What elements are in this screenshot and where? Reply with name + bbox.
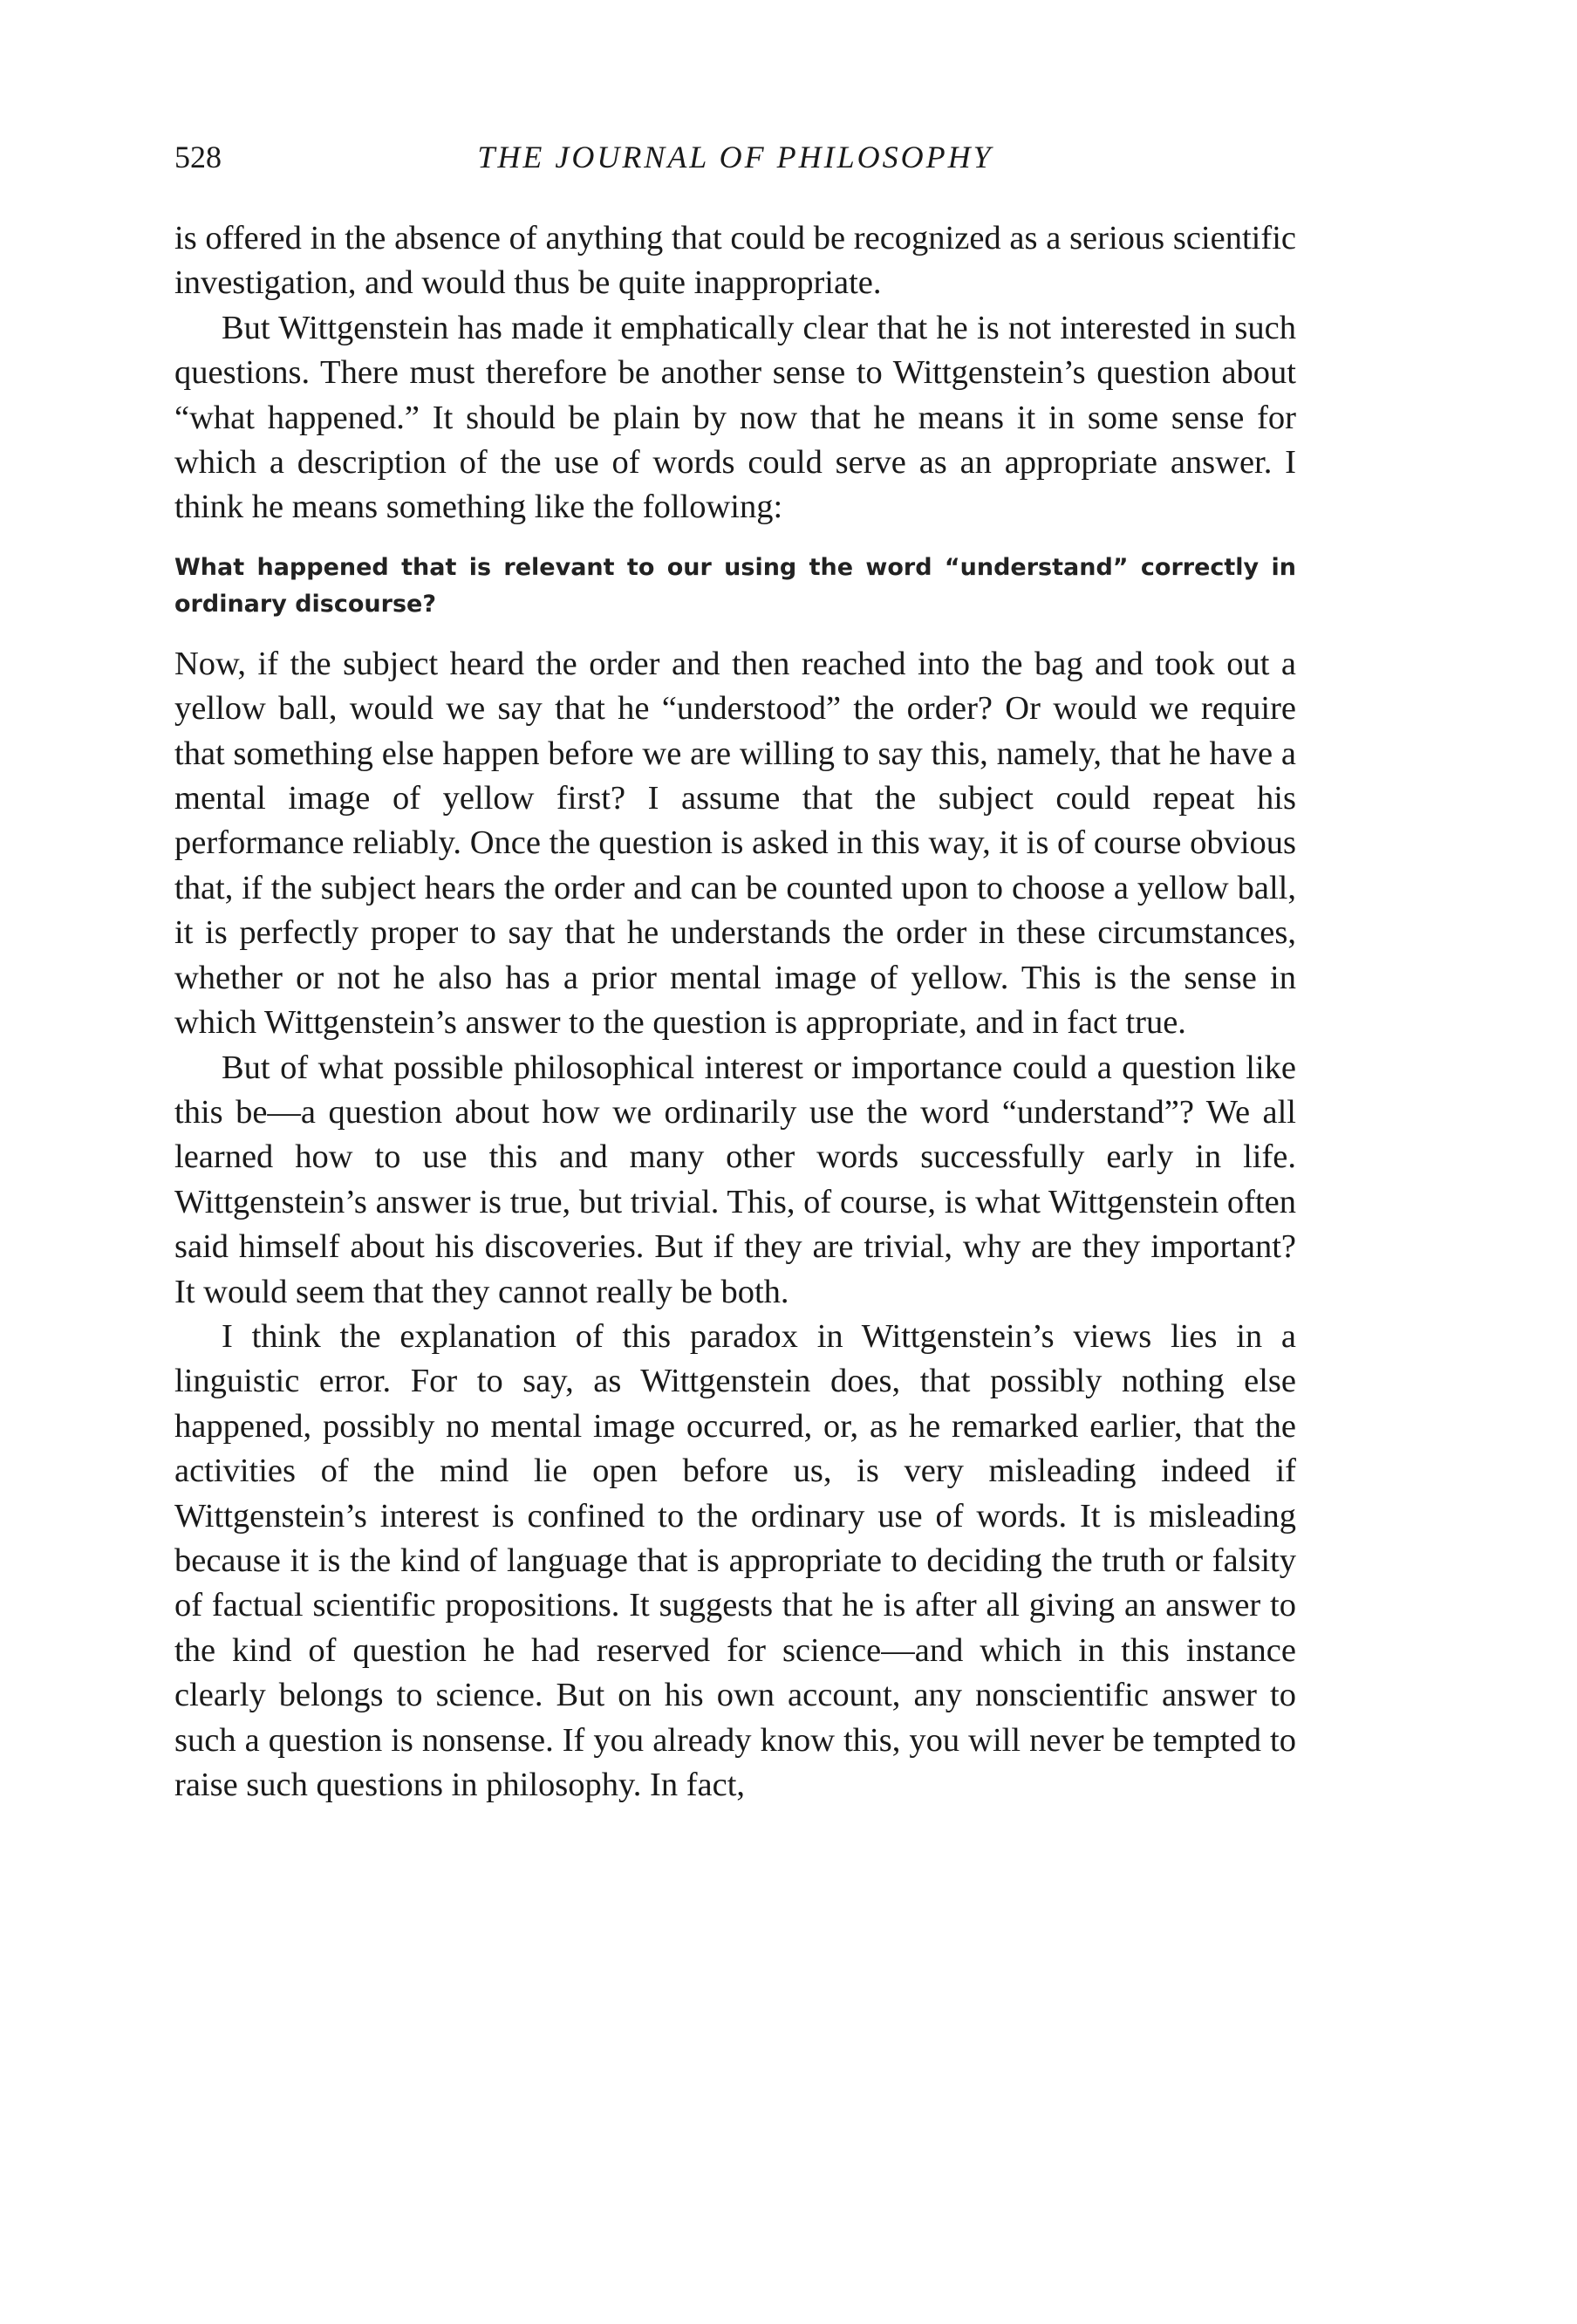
paragraph-wittgenstein-interest: But Wittgenstein has made it emphatically clear that he is not interested in such questions. There must therefore be another sense to Wittgenstein’s question about “what happened.” It should be plain by now that he means it in some sense for which a description of the use of words could serve as an appropriate answer. I think he means something like the following: xyxy=(174,309,1296,526)
page-header xyxy=(174,131,1296,183)
paragraph-philosophical-interest: But of what possible philosophical interest or importance could a question like this be—a question about how we ordinarily use the word “understand”? We all learned how to use this and many other words successfully early in life. Wittgenstein’s answer is true, but trivial. This, of course, is what Wittgenstein often said himself about his discoveries. But if they are trivial, why are they important? It would seem that they cannot really be both. xyxy=(174,1049,1296,1310)
running-title: THE JOURNAL OF PHILOSOPHY xyxy=(477,140,993,174)
page-number: 528 xyxy=(174,140,222,174)
paragraph-continuation: is offered in the absence of anything that could be recognized as a serious scientific investigation, and would thus be quite inappropriate. xyxy=(174,220,1296,302)
article-body xyxy=(174,216,1296,1808)
paragraph-yellow-ball: Now, if the subject heard the order and then reached into the bag and took out a yellow ball, would we say that he “understood” the order? Or would we require that something else happen before we are willing to say this, namely, that he have a mental image of yellow first? I assume that the subject could repeat his performance reliably. Once the question is asked in this way, it is of course obvious that, if the subject hears the order and can be counted upon to choose a yellow ball, it is perfectly proper to say that he understands the order in these circumstances, whether or not he also has a prior mental image of yellow. This is the sense in which Wittgenstein’s answer to the question is appropriate, and in fact true. xyxy=(174,645,1296,1042)
block-quote: What happened that is relevant to our using the word “understand” correctly in ordinary discourse? xyxy=(174,553,1296,618)
paragraph-linguistic-error: I think the explanation of this paradox in Wittgenstein’s views lies in a linguistic error. For to say, as Wittgenstein does, that possibly nothing else happened, possibly no mental image occurred, or, as he remarked earlier, that the activities of the mind lie open before us, is very misleading indeed if Wittgenstein’s interest is confined to the ordinary use of words. It is misleading because it is the kind of language that is appropriate to deciding the truth or falsity of factual scientific propositions. It suggests that he is after all giving an answer to the kind of question he had reserved for science—and which in this instance clearly belongs to science. But on his own account, any nonscientific answer to such a question is nonsense. If you already know this, you will never be tempted to raise such questions in philosophy. In fact, xyxy=(174,1317,1296,1803)
